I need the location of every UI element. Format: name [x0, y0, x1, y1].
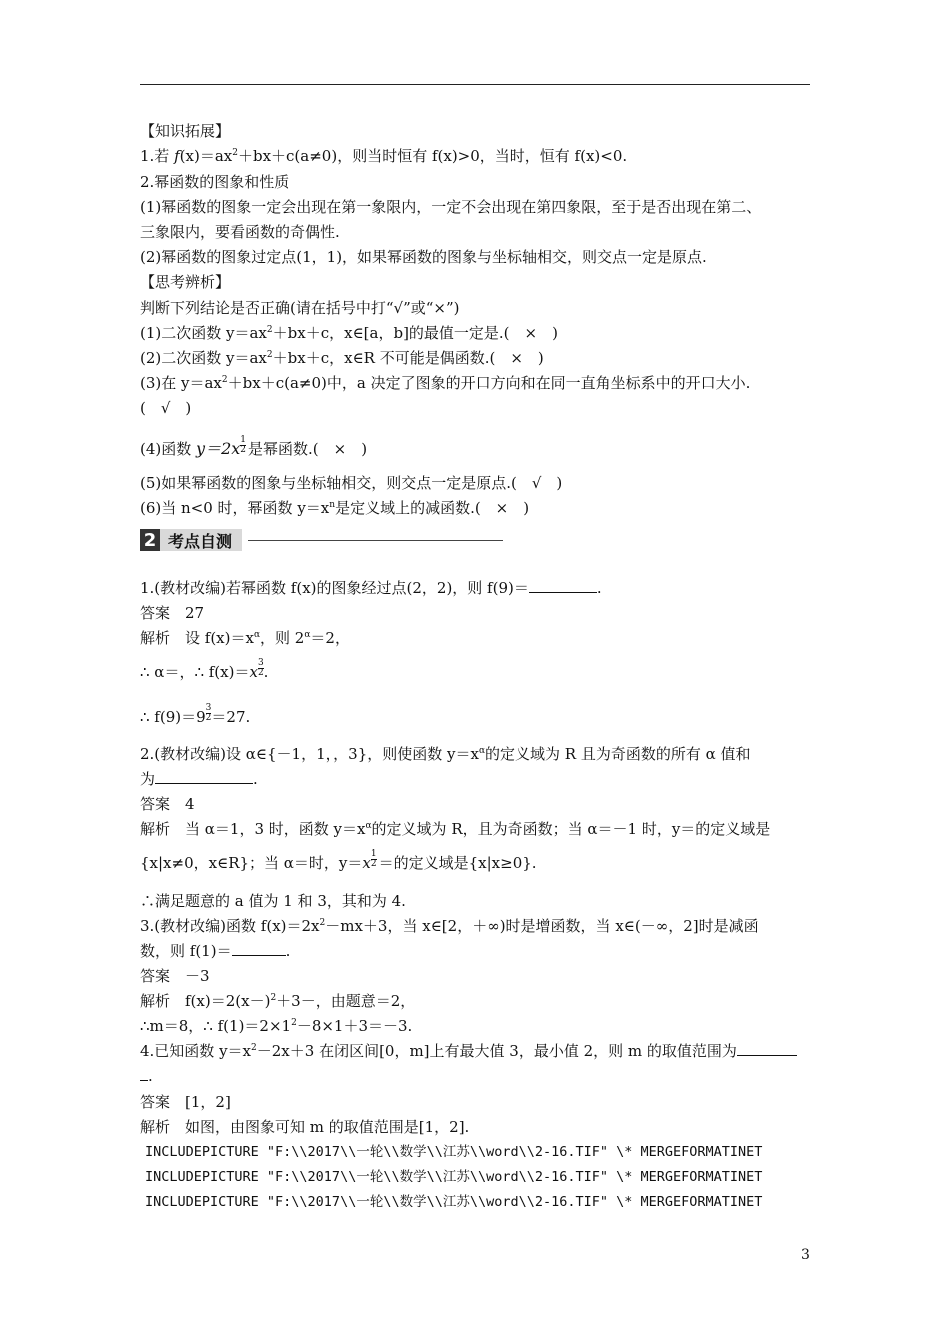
judge-item-3: (3)在 $y=ax^2+bx+c(a\ne 0)$中，a 决定了图象的开口方向和在同一直角坐标系中的开口大小. — [140, 374, 751, 392]
q4-solution: 解析 如图，由图象可知 m 的取值范围是[1，2]. — [140, 1118, 470, 1136]
judge-title: 【思考辨析】 — [140, 273, 231, 291]
knowledge-line-2: 2.幂函数的图象和性质 — [140, 173, 290, 191]
q1-answer: 答案 27 — [140, 604, 205, 622]
field-code-3: INCLUDEPICTURE "F:\\2017\\一轮\\数学\\江苏\\word\\2-16.TIF" \* MERGEFORMATINET — [145, 1194, 763, 1210]
q4-question-1: 4.已知函数 $y=x^2-2x+3$ 在闭区间[0，m]上有最大值 3，最小值 2，则 m 的取值范围为 — [140, 1041, 797, 1061]
section-number: 2 — [140, 529, 160, 551]
q2-answer: 答案 4 — [140, 795, 195, 813]
judge-item-2: (2)二次函数 $y=ax^2+bx+c$，x∈R 不可能是偶函数.( × ) — [140, 349, 544, 367]
q2-solution-2: {x|x≠0，x∈R}；当 α＝时，y＝x $\frac{1}{2}$ ＝的定义域是{x|x≥0}. — [140, 849, 537, 872]
section-divider — [248, 540, 503, 541]
knowledge-line-4: 三象限内，要看函数的奇偶性. — [140, 223, 340, 241]
judge-item-6: (6)当 n<0 时，幂函数 $y=x^n$是定义域上的减函数.( × ) — [140, 499, 530, 517]
knowledge-line-3: (1)幂函数的图象一定会出现在第一象限内，一定不会出现在第四象限，至于是否出现在第二、 — [140, 198, 762, 216]
q4-question-2: . — [140, 1066, 153, 1086]
q3-question-2: 数，则 f(1)＝ . — [140, 942, 291, 960]
judge-item-5: (5)如果幂函数的图象与坐标轴相交，则交点一定是原点.( √ ) — [140, 474, 563, 492]
field-code-2: INCLUDEPICTURE "F:\\2017\\一轮\\数学\\江苏\\word\\2-16.TIF" \* MERGEFORMATINET — [145, 1169, 763, 1185]
judge-item-4: (4)函数 y＝2x $\frac{1}{2}$ 是幂函数.( × ) — [140, 435, 368, 458]
q1-solution-2: ∴ α＝，∴ f(x)＝x $\frac{3}{2}$ . — [140, 658, 269, 681]
q4-blank-cont — [140, 1066, 148, 1081]
header-rule — [140, 84, 810, 85]
field-code-1: INCLUDEPICTURE "F:\\2017\\一轮\\数学\\江苏\\word\\2-16.TIF" \* MERGEFORMATINET — [145, 1144, 763, 1160]
q3-answer: 答案 －3 — [140, 967, 210, 985]
section-title: 考点自测 — [160, 529, 242, 551]
knowledge-title: 【知识拓展】 — [140, 122, 231, 140]
q4-answer: 答案 [1，2] — [140, 1093, 231, 1111]
knowledge-line-5: (2)幂函数的图象过定点(1，1)，如果幂函数的图象与坐标轴相交，则交点一定是原点. — [140, 248, 707, 266]
section-header — [140, 528, 503, 552]
q3-question-1: 3.(教材改编)函数 $f(x)=2x^2-mx+3$，当 x∈[2，＋∞)时是增函数，当 x∈(－∞，2]时是减函 — [140, 917, 759, 935]
judge-item-3-answer: ( √ ) — [140, 399, 192, 417]
q1-solution-3: ∴ f(9)＝9 $\frac{3}{2}$ ＝27. — [140, 703, 251, 726]
page-number: 3 — [801, 1247, 810, 1263]
q1-blank[interactable] — [529, 578, 597, 593]
q2-question-1: 2.(教材改编)设 α∈{－1，1，，3}，则使函数 $y=x^\alpha$的定义域为 R 且为奇函数的所有 α 值和 — [140, 745, 751, 763]
q3-blank[interactable] — [232, 941, 286, 956]
q3-solution-2: ∴m＝8，∴ $f(1)=2\times 1^2-8\times 1+3=-3$. — [140, 1017, 413, 1035]
q1-question: 1.(教材改编)若幂函数 f(x)的图象经过点(2，2)，则 f(9)＝ . — [140, 579, 602, 597]
knowledge-line-1: 1.若 $f(x)=ax^2+bx+c(a\ne 0)$，则当时恒有 f(x)>0，当时，恒有 f(x)<0. — [140, 147, 628, 165]
q2-solution-3: ∴满足题意的 a 值为 1 和 3，其和为 4. — [140, 892, 406, 910]
q1-solution-1: 解析 设 $f(x)=x^\alpha$，则 $2^\alpha=2$， — [140, 629, 350, 647]
judge-intro: 判断下列结论是否正确(请在括号中打“√”或“×”) — [140, 299, 460, 317]
q2-question-2: 为 . — [140, 770, 258, 788]
q2-solution-1: 解析 当 α＝1，3 时，函数 $y=x^\alpha$的定义域为 R，且为奇函数；当 α＝－1 时，y＝的定义域是 — [140, 820, 771, 838]
judge-item-1: (1)二次函数 $y=ax^2+bx+c$，x∈[a，b]的最值一定是.( × ) — [140, 324, 558, 342]
q4-blank[interactable] — [737, 1041, 797, 1056]
q3-solution-1: 解析 $f(x)=2(x-)^2+3-$，由题意＝2， — [140, 992, 416, 1010]
q2-blank[interactable] — [155, 769, 253, 784]
